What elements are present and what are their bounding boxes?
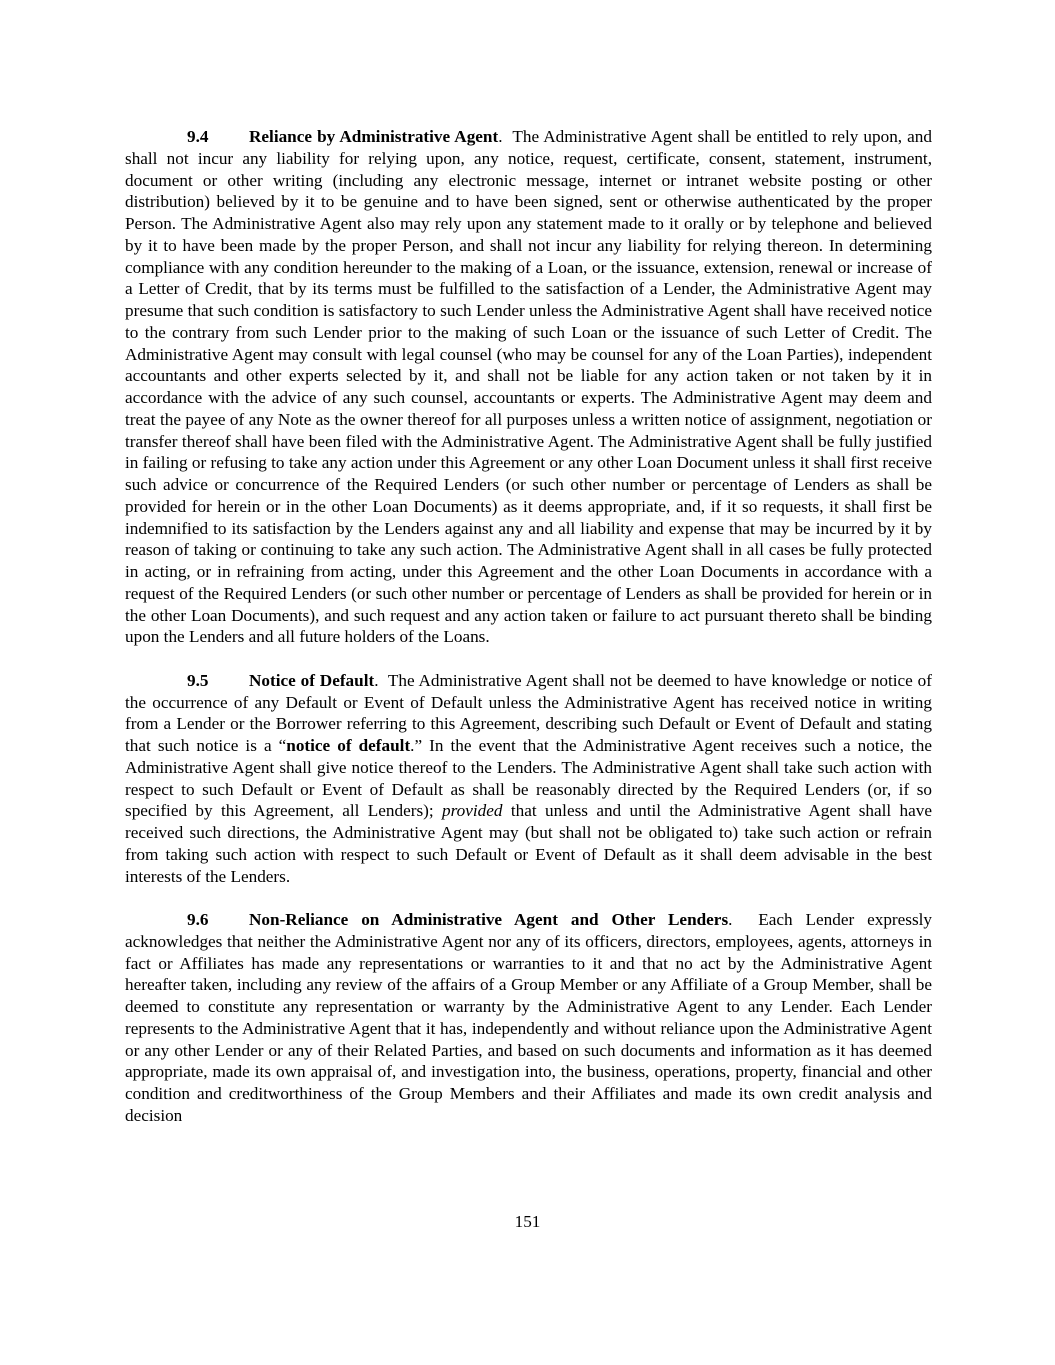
section-9-5: 9.5 Notice of Default. The Administrative Agent shall not be deemed to have knowledge or notice of the occurrence of any Default or Event of Default unless the Administrative Agent has received notice in writing from a Lender or the Borrower referring to this Agreement, describing such Default or Event of Default and stating that such notice is a “notice of default.” In the event that the Administrative Agent receives such a notice, the Administrative Agent shall give notice thereof to the Lenders. The Administrative Agent shall take such action with respect to such Default or Event of Default as shall be reasonably directed by the Required Lenders (or, if so specified by this Agreement, all Lenders); provided that unless and until the Administrative Agent shall have received such directions, the Administrative Agent may (but shall not be obligated to) take such action or refrain from taking such action with respect to such Default or Event of Default as it shall deem advisable in the best interests of the Lenders.: [125, 670, 932, 886]
proviso-term: provided: [442, 801, 503, 821]
section-body-part: that unless and until the Administrative Agent shall have received such directions, the Administrative Agent may (but shall not be obligated to) take such action or refrain from taking such action with respect to such Default or Event of Default as it shall deem advisable in the best interests of the Lenders.: [125, 801, 932, 886]
section-heading: Non-Reliance on Administrative Agent and Other Lenders: [249, 910, 729, 929]
section-number: 9.4: [187, 127, 209, 146]
page-number: 151: [514, 1212, 541, 1231]
section-9-6: 9.6 Non-Reliance on Administrative Agent and Other Lenders. Each Lender expressly acknowledges that neither the Administrative Agent nor any of its officers, directors, employees, agents, attorneys in fact or Affiliates has made any representations or warranties to it and that no act by the Administrative Agent hereafter taken, including any review of the affairs of a Group Member or any Affiliate of a Group Member, shall be deemed to constitute any representation or warranty by the Administrative Agent to any Lender. Each Lender represents to the Administrative Agent that it has, independently and without reliance upon the Administrative Agent or any other Lender or any of their Related Parties, and based on such documents and information as it has deemed appropriate, made its own appraisal of, and investigation into, the business, operations, property, financial and other condition and creditworthiness of the Group Members and their Affiliates and made its own credit analysis and decision: [125, 910, 933, 1125]
section-heading: Notice of Default: [249, 670, 375, 690]
section-9-4: 9.4 Reliance by Administrative Agent. The Administrative Agent shall be entitled to rely upon, and shall not incur any liability for relying upon, any notice, request, certificate, consent, statement, instrument, document or other writing (including any electronic message, internet or intranet website posting or other distribution) believed by it to be genuine and to have been signed, sent or otherwise authenticated by the proper Person. The Administrative Agent also may rely upon any statement made to it orally or by telephone and believed by it to have been made by the proper Person, and shall not incur any liability for relying thereon. In determining compliance with any condition hereunder to the making of a Loan, or the issuance, extension, renewal or increase of a Letter of Credit, that by its terms must be fulfilled to the satisfaction of a Lender, the Administrative Agent may presume that such condition is satisfactory to such Lender unless the Administrative Agent shall have received notice to the contrary from such Lender prior to the making of such Loan or the issuance of such Letter of Credit. The Administrative Agent may consult with legal counsel (who may be counsel for any of the Loan Parties), independent accountants and other experts selected by it, and shall not be liable for any action taken or not taken by it in accordance with the advice of any such counsel, accountants or experts. The Administrative Agent may deem and treat the payee of any Note as the owner thereof for all purposes unless a written notice of assignment, negotiation or transfer thereof shall have been filed with the Administrative Agent. The Administrative Agent shall be fully justified in failing or refusing to take any action under this Agreement or any other Loan Document unless it shall first receive such advice or concurrence of the Required Lenders (or such other number or percentage of Lenders as shall be provided for herein or in the other Loan Documents) as it deems appropriate, and, if it so requests, it shall first be indemnified to its satisfaction by the Lenders against any and all liability and expense that may be incurred by it by reason of taking or continuing to take any such action. The Administrative Agent shall in all cases be fully protected in acting, or in refraining from acting, under this Agreement and the other Loan Documents in accordance with a request of the Required Lenders (or such other number or percentage of Lenders as shall be provided for herein or in the other Loan Documents), and such request and any action taken or failure to act pursuant thereto shall be binding upon the Lenders and all future holders of the Loans.: [125, 127, 932, 647]
section-body: The Administrative Agent shall be entitled to rely upon, and shall not incur any liability for relying upon, any notice, request, certificate, consent, statement, instrument, document or other writing (including any electronic message, internet or intranet website posting or other distribution) believed by it to be genuine and to have been signed, sent or otherwise authenticated by the proper Person. The Administrative Agent also may rely upon any statement made to it orally or by telephone and believed by it to have been made by the proper Person, and shall not incur any liability for relying thereon. In determining compliance with any condition hereunder to the making of a Loan, or the issuance, extension, renewal or increase of a Letter of Credit, that by its terms must be fulfilled to the satisfaction of a Lender, the Administrative Agent may presume that such condition is satisfactory to such Lender unless the Administrative Agent shall have received notice to the contrary from such Lender prior to the making of such Loan or the issuance of such Letter of Credit. The Administrative Agent may consult with legal counsel (who may be counsel for any of the Loan Parties), independent accountants and other experts selected by it, and shall not be liable for any action taken or not taken by it in accordance with the advice of any such counsel, accountants or experts. The Administrative Agent may deem and treat the payee of any Note as the owner thereof for all purposes unless a written notice of assignment, negotiation or transfer thereof shall have been filed with the Administrative Agent. The Administrative Agent shall be fully justified in failing or refusing to take any action under this Agreement or any other Loan Document unless it shall first receive such advice or concurrence of the Required Lenders (or such other number or percentage of Lenders as shall be provided for herein or in the other Loan Documents) as it deems appropriate, and, if it so requests, it shall first be indemnified to its satisfaction by the Lenders against any and all liability and expense that may be incurred by it by reason of taking or continuing to take any such action. The Administrative Agent shall in all cases be fully protected in acting, or in refraining from acting, under this Agreement and the other Loan Documents in accordance with a request of the Required Lenders (or such other number or percentage of Lenders as shall be provided for herein or in the other Loan Documents), and such request and any action taken or failure to act pursuant thereto shall be binding upon the Lenders and all future holders of the Loans.: [125, 127, 932, 647]
section-number: 9.6: [187, 910, 209, 929]
section-heading: Reliance by Administrative Agent: [249, 127, 499, 146]
section-body-part: The Administrative Agent shall not be deemed to have knowledge or notice of the occurrence of any Default or Event of Default unless the Administrative Agent has received notice in writing from a Lender or the Borrower referring to this Agreement, describing such Default or Event of Default and stating that such notice is a “: [125, 670, 932, 755]
section-number: 9.5: [187, 670, 209, 690]
document-page: [125, 126, 932, 1148]
section-body-part: .” In the event that the Administrative Agent receives such a notice, the Administrative Agent shall give notice thereof to the Lenders. The Administrative Agent shall take such action with respect to such Default or Event of Default as shall be reasonably directed by the Required Lenders (or, if so specified by this Agreement, all Lenders);: [125, 736, 932, 821]
section-body: Each Lender expressly acknowledges that neither the Administrative Agent nor any of its officers, directors, employees, agents, attorneys in fact or Affiliates has made any representations or warranties to it and that no act by the Administrative Agent hereafter taken, including any review of the affairs of a Group Member or any Affiliate of a Group Member, shall be deemed to constitute any representation or warranty by the Administrative Agent to any Lender. Each Lender represents to the Administrative Agent that it has, independently and without reliance upon the Administrative Agent or any other Lender or any of their Related Parties, and based on such documents and information as it has deemed appropriate, made its own appraisal of, and investigation into, the business, operations, property, financial and other condition and creditworthiness of the Group Members and their Affiliates and made its own credit analysis and decision: [125, 910, 933, 1125]
defined-term: notice of default: [286, 736, 411, 755]
